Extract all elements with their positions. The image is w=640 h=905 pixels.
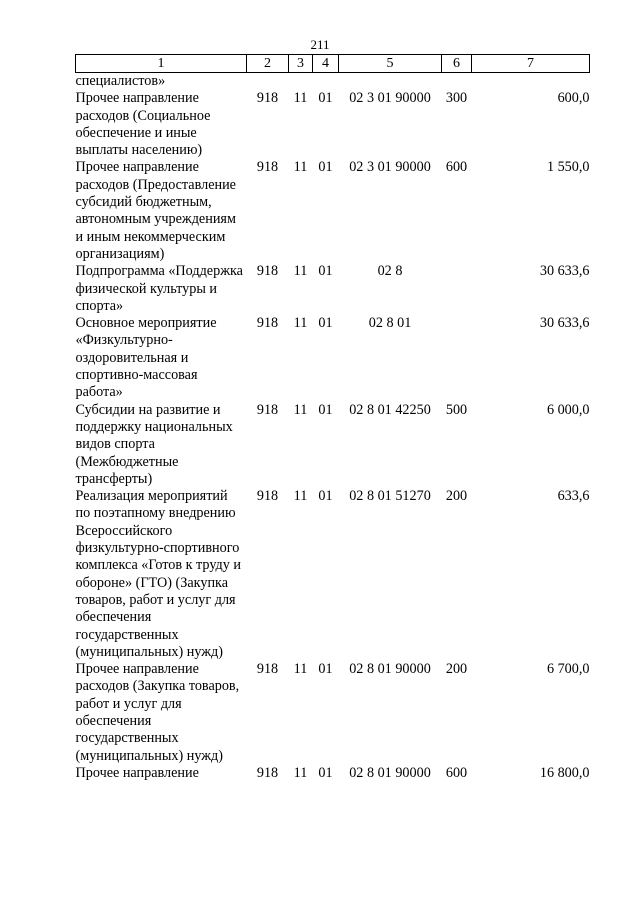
cell-expense-type: 600 <box>445 159 468 176</box>
page-number: 211 <box>310 37 330 52</box>
cell-subsection: 01 <box>318 315 333 332</box>
cell-subsection: 01 <box>318 159 333 176</box>
cell-section: 11 <box>293 661 308 678</box>
cell-grbs: 918 <box>256 90 279 107</box>
cell-grbs: 918 <box>256 315 279 332</box>
cell-section: 11 <box>293 90 308 107</box>
cell-section: 11 <box>293 764 308 781</box>
cell-target-article: 02 3 01 90000 <box>349 159 431 176</box>
cell-name: Субсидии на развитие и поддержку национальных видов спорта (Межбюджетные трансферты) <box>75 401 233 487</box>
cell-target-article: 02 8 01 <box>368 315 412 332</box>
cell-expense-type: 500 <box>445 401 468 418</box>
header-col-6: 6 <box>442 55 472 73</box>
cell-subsection: 01 <box>318 90 333 107</box>
cell-expense-type: 600 <box>445 764 468 781</box>
cell-name: Основное мероприятие «Физкультурно-оздоровительная и спортивно-массовая работа» <box>75 315 217 401</box>
table-row <box>76 402 590 488</box>
cell-section: 11 <box>293 401 308 418</box>
header-col-7: 7 <box>472 55 590 73</box>
table-row <box>76 263 590 315</box>
cell-subsection: 01 <box>318 764 333 781</box>
cell-target-article: 02 8 01 51270 <box>349 488 431 505</box>
cell-amount: 30 633,6 <box>539 263 590 280</box>
cell-expense-type: 200 <box>445 488 468 505</box>
cell-name: Прочее направление расходов (Социальное обеспечение и иные выплаты населению) <box>75 90 211 159</box>
table-row <box>76 90 590 159</box>
table-row <box>76 315 590 401</box>
cell-amount: 6 700,0 <box>546 661 590 678</box>
cell-target-article: 02 3 01 90000 <box>349 90 431 107</box>
cell-subsection: 01 <box>318 401 333 418</box>
cell-name: Подпрограмма «Поддержка физической культуры и спорта» <box>75 263 243 314</box>
header-col-2: 2 <box>247 55 289 73</box>
cell-subsection: 01 <box>318 488 333 505</box>
cell-name: специалистов» <box>75 73 166 89</box>
cell-target-article: 02 8 <box>377 263 403 280</box>
table-row <box>76 661 590 765</box>
cell-amount: 30 633,6 <box>539 315 590 332</box>
header-col-4: 4 <box>313 55 339 73</box>
budget-table <box>75 54 590 782</box>
cell-section: 11 <box>293 263 308 280</box>
cell-section <box>289 73 313 91</box>
cell-section: 11 <box>293 315 308 332</box>
cell-amount: 1 550,0 <box>546 159 590 176</box>
cell-target-article: 02 8 01 90000 <box>349 764 431 781</box>
cell-expense-type: 200 <box>445 661 468 678</box>
cell-amount: 6 000,0 <box>546 401 590 418</box>
cell-amount: 600,0 <box>557 90 590 107</box>
cell-name: Прочее направление расходов (Закупка товаров, работ и услуг для обеспечения государственных (муниципальных) нужд) <box>75 661 240 764</box>
table-row <box>76 488 590 661</box>
cell-expense-type <box>442 315 472 401</box>
cell-expense-type: 300 <box>445 90 468 107</box>
cell-grbs: 918 <box>256 661 279 678</box>
header-col-5: 5 <box>339 55 442 73</box>
cell-grbs: 918 <box>256 159 279 176</box>
cell-subsection: 01 <box>318 263 333 280</box>
cell-target-article: 02 8 01 90000 <box>349 661 431 678</box>
cell-target-article <box>339 73 442 91</box>
cell-section: 11 <box>293 159 308 176</box>
cell-amount: 633,6 <box>557 488 590 505</box>
cell-subsection: 01 <box>318 661 333 678</box>
cell-grbs: 918 <box>256 488 279 505</box>
cell-amount <box>472 73 590 91</box>
cell-grbs: 918 <box>256 263 279 280</box>
cell-grbs: 918 <box>256 401 279 418</box>
cell-subsection <box>313 73 339 91</box>
cell-amount: 16 800,0 <box>539 764 590 781</box>
cell-expense-type <box>442 263 472 315</box>
cell-expense-type <box>442 73 472 91</box>
cell-grbs <box>247 73 289 91</box>
table-row <box>76 765 590 782</box>
table-header-row <box>76 55 590 73</box>
table-row <box>76 73 590 91</box>
cell-name: Реализация мероприятий по поэтапному внедрению Всероссийского физкультурно-спортивного комплекса «Готов к труду и обороне» (ГТО) (Закупка товаров, работ и услуг для обеспечения государственных (муниципальных) нужд) <box>75 488 241 660</box>
cell-grbs: 918 <box>256 764 279 781</box>
cell-section: 11 <box>293 488 308 505</box>
cell-name: Прочее направление расходов (Предоставление субсидий бюджетным, автономным учреждениям и иным некоммерческим организациям) <box>75 159 236 262</box>
table-row <box>76 159 590 263</box>
header-col-3: 3 <box>289 55 313 73</box>
cell-target-article: 02 8 01 42250 <box>349 401 431 418</box>
header-col-1: 1 <box>76 55 247 73</box>
cell-name: Прочее направление <box>75 764 199 781</box>
